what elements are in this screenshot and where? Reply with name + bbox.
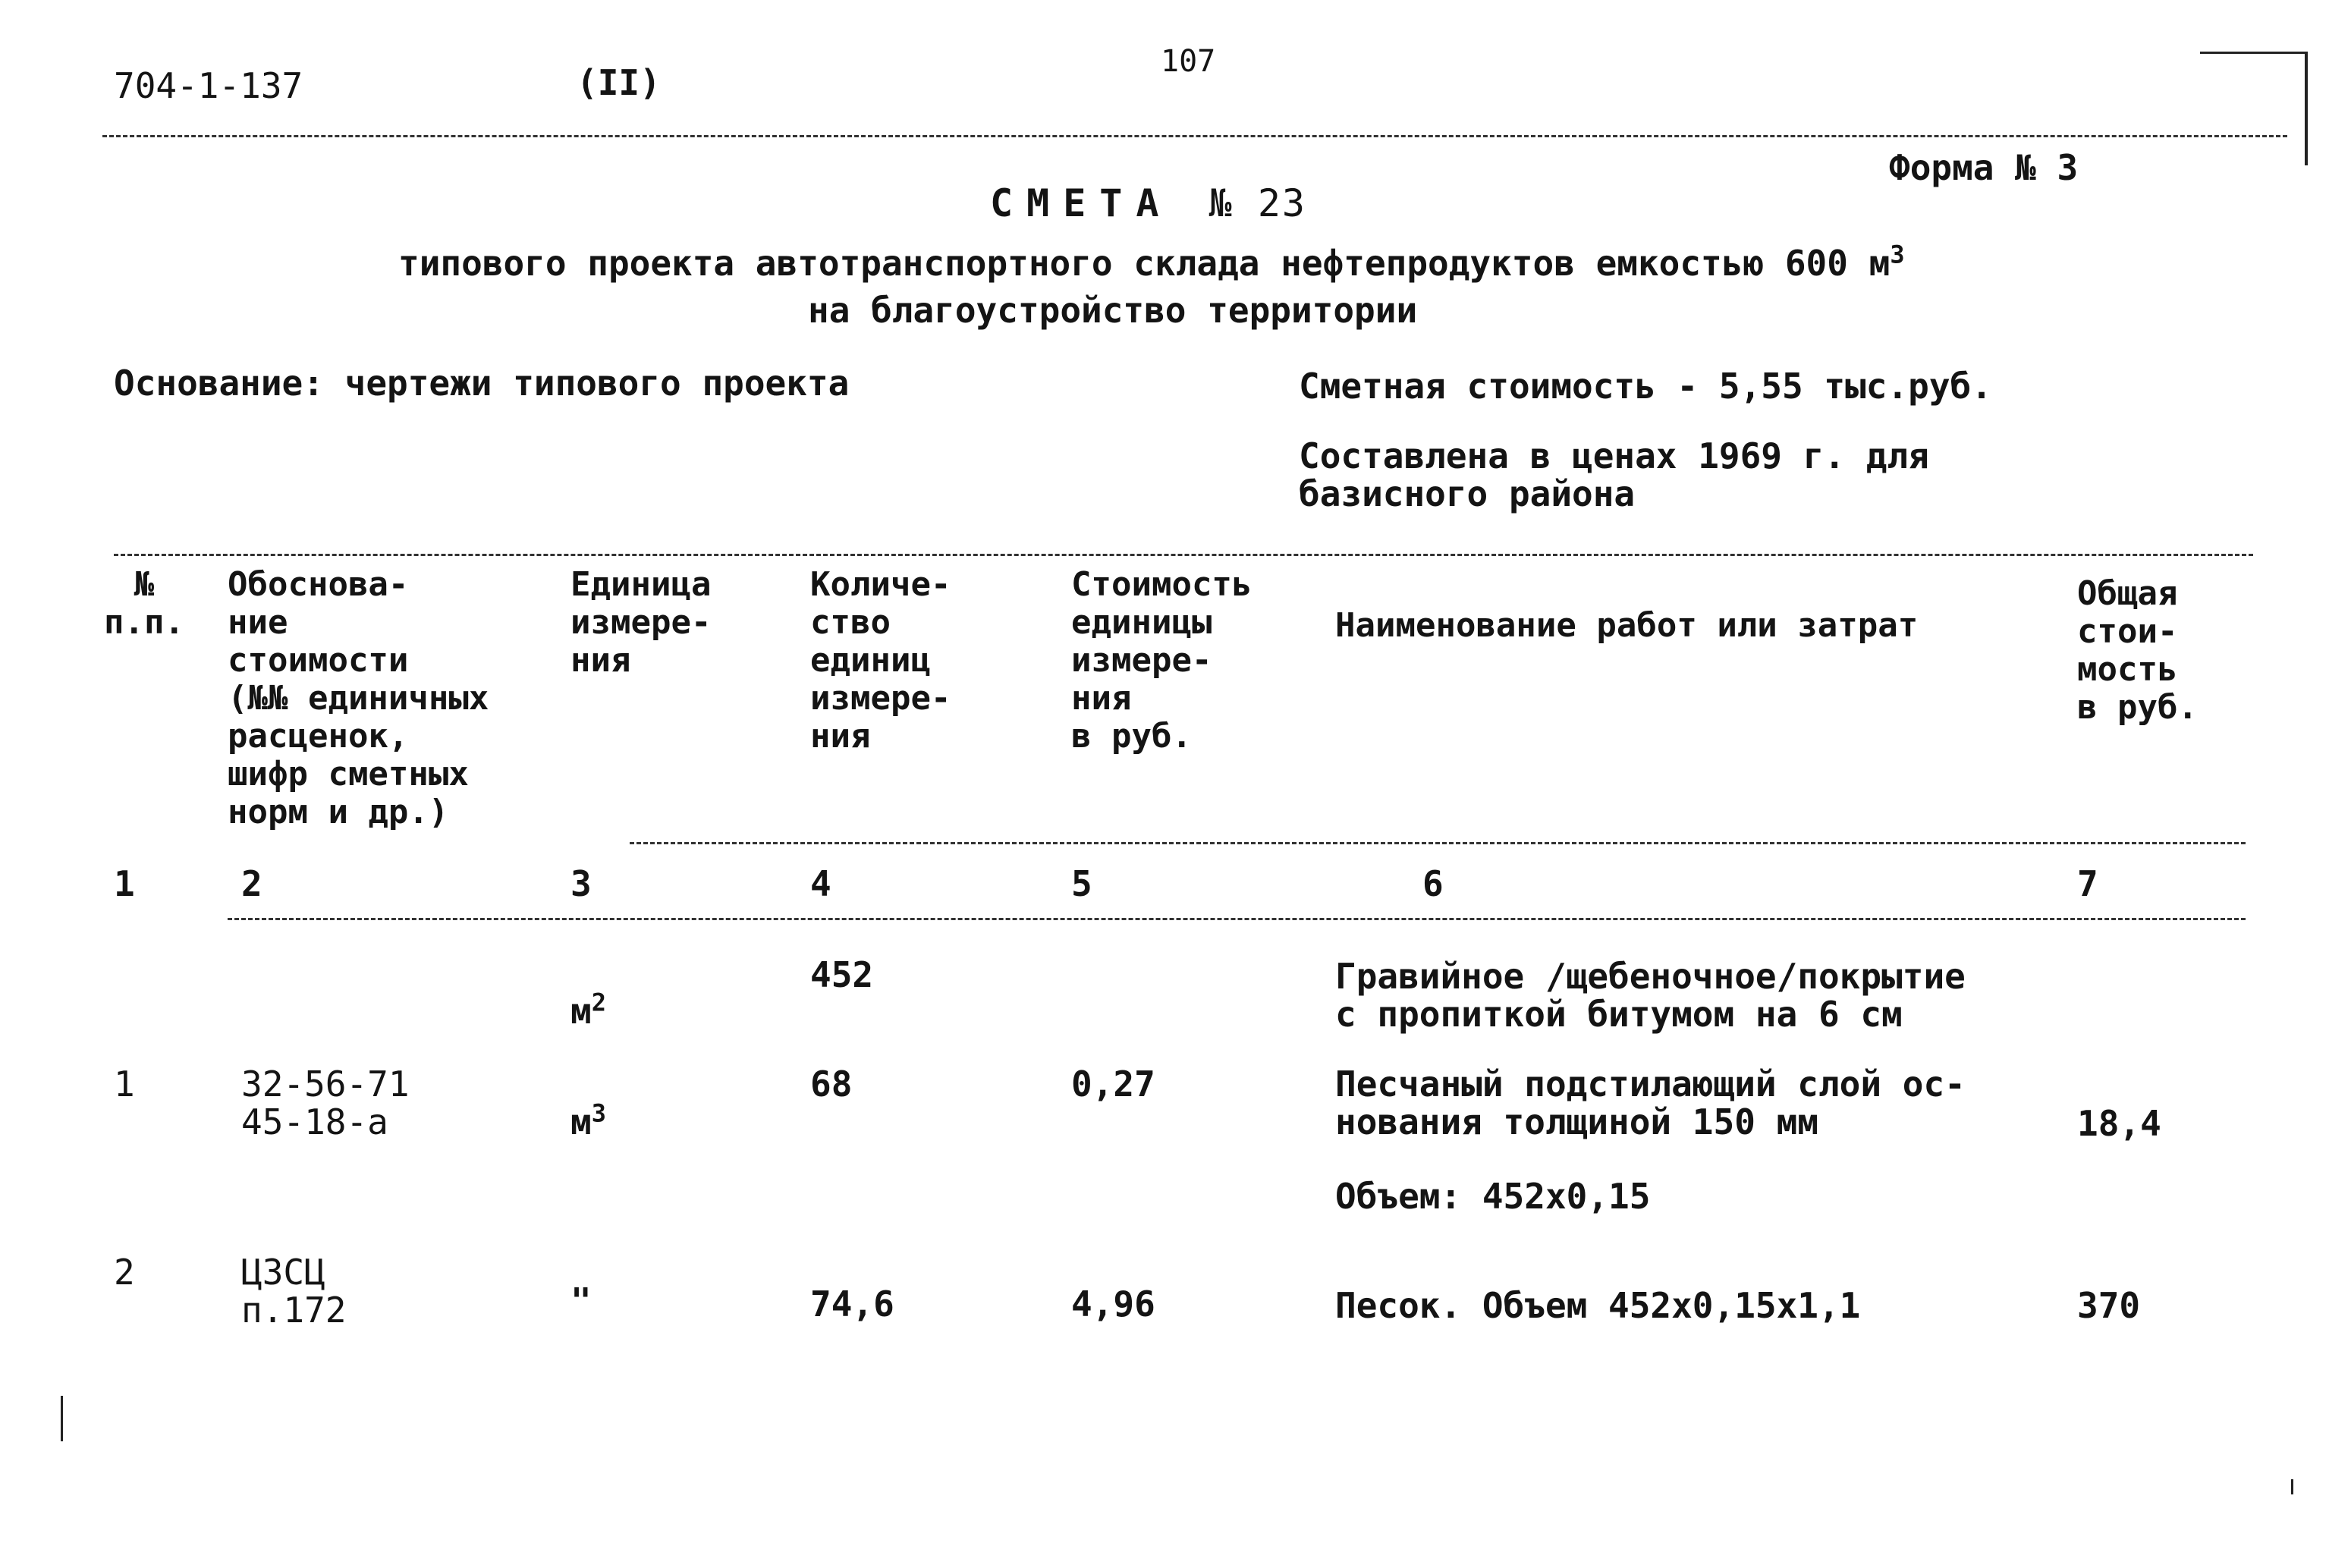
right-edge-mark (2291, 1479, 2293, 1494)
row1-unit-cost: 0,27 (1071, 1064, 1155, 1105)
col-number-5: 5 (1071, 863, 1092, 904)
title-main: СМЕТА (990, 181, 1173, 225)
superscript-3: 3 (1890, 240, 1905, 269)
col-header-7: Общая стои- мость в руб. (2077, 574, 2198, 727)
row1-basis: 32-56-71 45-18-а (241, 1064, 410, 1142)
row0-name: Гравийное /щебеночное/покрытие с пропиткой битумом на 6 см (1335, 956, 1966, 1035)
header-rule (102, 135, 2287, 137)
col-header-6: Наименование работ или затрат (1335, 606, 1919, 645)
estimated-cost: Сметная стоимость - 5,55 тыс.руб. (1299, 366, 1992, 407)
row2-basis: ЦЗСЦ п.172 (241, 1252, 347, 1331)
row0-unit: $м^2$ (570, 988, 606, 1032)
row1-name: Песчаный подстилающий слой ос- нования толщиной 150 мм (1335, 1064, 1966, 1142)
col-header-3: Единица измере- ния (570, 565, 712, 680)
col-number-3: 3 (570, 863, 592, 904)
left-margin-mark (61, 1396, 63, 1441)
page-number: 107 (1161, 44, 1216, 79)
row1-total: 18,4 (2077, 1103, 2161, 1144)
table-top-rule (114, 554, 2253, 556)
basis-text: Основание: чертежи типового проекта (114, 363, 850, 404)
header-bottom-rule (630, 842, 2246, 844)
row1-note: Объем: 452х0,15 (1335, 1176, 1651, 1217)
row1-num: 1 (114, 1064, 135, 1105)
col-header-5: Стоимость единицы измере- ния в руб. (1071, 565, 1253, 756)
row2-total: 370 (2077, 1285, 2141, 1326)
column-numbers-rule (228, 918, 2246, 920)
col-number-7: 7 (2077, 863, 2098, 904)
row2-name: Песок. Объем 452х0,15х1,1 (1335, 1285, 1861, 1326)
page-title (990, 182, 1306, 225)
title-number: № 23 (1209, 181, 1307, 225)
col-header-4: Количе- ство единиц измере- ния (810, 565, 951, 756)
col-number-2: 2 (241, 863, 262, 904)
title-line-1: типового проекта автотранспортного склада нефтепродуктов емкостью 600 $м^3$ (398, 240, 1905, 284)
col-number-1: 1 (114, 863, 135, 904)
row2-unit: " (570, 1280, 592, 1321)
top-right-rule (2200, 52, 2306, 54)
row1-unit: $м^3$ (570, 1098, 606, 1142)
col-header-1: № п.п. (104, 565, 184, 642)
row2-num: 2 (114, 1252, 135, 1293)
col-number-6: 6 (1422, 863, 1444, 904)
right-margin-mark (2305, 52, 2308, 165)
row2-qty: 74,6 (810, 1284, 894, 1324)
document-code: 704-1-137 (114, 65, 303, 106)
document-part: (II) (577, 62, 661, 103)
title-line-2: на благоустройство территории (808, 290, 1418, 331)
col-number-4: 4 (810, 863, 831, 904)
compiled-line-2: базисного района (1299, 473, 1636, 514)
row0-qty: 452 (810, 954, 874, 995)
col-header-2: Обоснова- ние стоимости (№№ единичных расценок, шифр сметных норм и др.) (228, 565, 489, 831)
form-label: Форма № 3 (1889, 147, 2079, 188)
row2-unit-cost: 4,96 (1071, 1284, 1155, 1324)
row1-qty: 68 (810, 1064, 853, 1105)
compiled-line-1: Составлена в ценах 1969 г. для (1299, 435, 1929, 476)
